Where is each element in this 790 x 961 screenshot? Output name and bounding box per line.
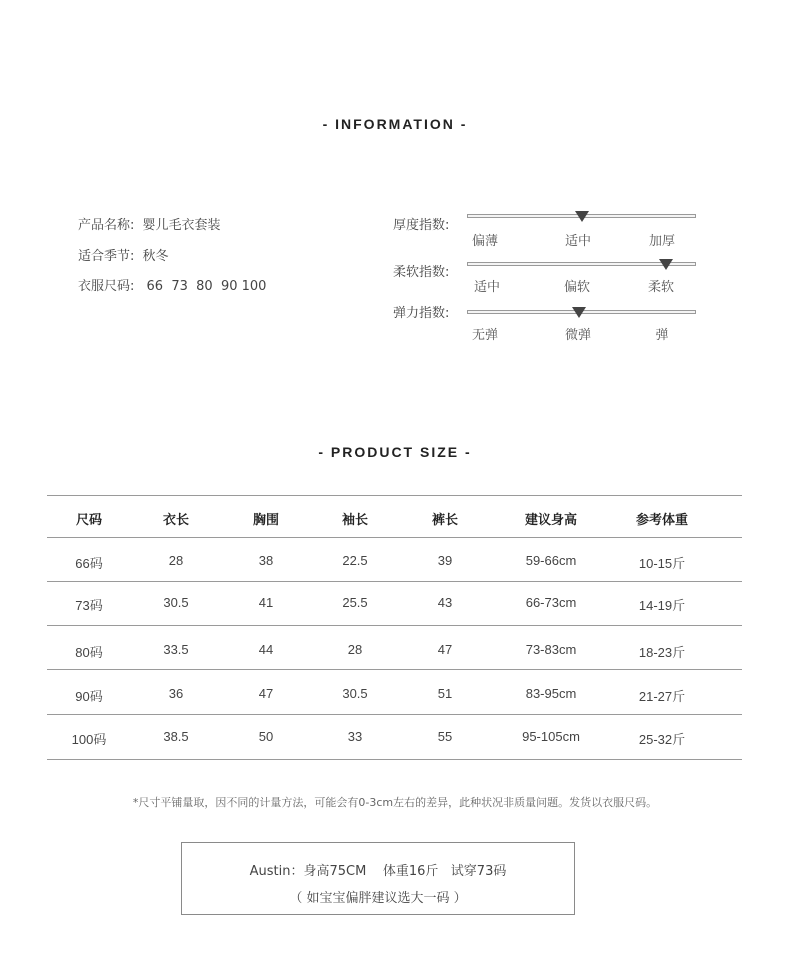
- thickness-tick-mid: 适中: [564, 234, 592, 249]
- thickness-marker: [575, 211, 589, 222]
- table-cell: 30.5: [342, 686, 368, 701]
- detail-product-name: [78, 214, 221, 233]
- table-cell: 38: [258, 553, 274, 568]
- measurement-note: *尺寸平铺量取，因不同的计量方法，可能会有0-3cm左右的差异，此种状况非质量问题。发货以衣服尺码。: [132, 796, 658, 809]
- table-cell: 47: [258, 686, 274, 701]
- table-cell: 33.5: [163, 642, 189, 657]
- column-header: 衣长: [162, 513, 190, 528]
- table-divider: [47, 495, 742, 496]
- table-cell: 66-73cm: [525, 595, 577, 610]
- table-cell: 14-19斤: [638, 598, 686, 613]
- elasticity-tick-high: 弹: [655, 328, 669, 343]
- column-header: 胸围: [252, 513, 280, 528]
- table-cell: 18-23斤: [638, 645, 686, 660]
- detail-label: 衣服尺码:: [78, 279, 135, 294]
- table-cell: 33: [347, 729, 363, 744]
- fit-example-advice: （ 如宝宝偏胖建议选大一码 ）: [289, 891, 467, 906]
- table-cell: 66码: [75, 556, 103, 571]
- softness-tick-mid: 偏软: [563, 280, 591, 295]
- elasticity-tick-low: 无弹: [471, 328, 499, 343]
- thickness-tick-low: 偏薄: [471, 234, 499, 249]
- table-cell: 59-66cm: [525, 553, 577, 568]
- column-header: 参考体重: [635, 513, 689, 528]
- table-cell: 51: [437, 686, 453, 701]
- detail-value: 婴儿毛衣套装: [142, 218, 221, 233]
- softness-tick-low: 适中: [473, 280, 501, 295]
- table-cell: 25-32斤: [638, 732, 686, 747]
- table-cell: 28: [347, 642, 363, 657]
- table-cell: 50: [258, 729, 274, 744]
- softness-tick-high: 柔软: [647, 280, 675, 295]
- table-cell: 43: [437, 595, 453, 610]
- table-cell: 21-27斤: [638, 689, 686, 704]
- column-header: 裤长: [431, 513, 459, 528]
- table-cell: 80码: [75, 645, 103, 660]
- table-divider: [47, 581, 742, 582]
- table-cell: 73-83cm: [525, 642, 577, 657]
- detail-label: 产品名称:: [78, 218, 135, 233]
- elasticity-label: 弹力指数:: [393, 306, 450, 321]
- table-cell: 90码: [75, 689, 103, 704]
- table-divider: [47, 714, 742, 715]
- column-header: 建议身高: [524, 513, 578, 528]
- product-size-heading: - PRODUCT SIZE -: [318, 444, 472, 460]
- table-divider: [47, 537, 742, 538]
- table-cell: 28: [168, 553, 184, 568]
- table-cell: 25.5: [342, 595, 368, 610]
- table-cell: 30.5: [163, 595, 189, 610]
- table-cell: 44: [258, 642, 274, 657]
- column-header: 尺码: [75, 513, 103, 528]
- table-cell: 83-95cm: [525, 686, 577, 701]
- table-cell: 47: [437, 642, 453, 657]
- elasticity-tick-mid: 微弹: [564, 328, 592, 343]
- table-cell: 73码: [75, 598, 103, 613]
- table-cell: 39: [437, 553, 453, 568]
- elasticity-marker: [572, 307, 586, 318]
- table-divider: [47, 625, 742, 626]
- detail-value: 秋冬: [142, 249, 169, 264]
- table-cell: 38.5: [163, 729, 189, 744]
- softness-label: 柔软指数:: [393, 265, 450, 280]
- table-divider: [47, 669, 742, 670]
- table-cell: 55: [437, 729, 453, 744]
- table-cell: 100码: [71, 732, 107, 747]
- information-heading: - INFORMATION -: [322, 116, 468, 132]
- table-cell: 41: [258, 595, 274, 610]
- detail-sizes: [78, 275, 266, 294]
- detail-season: [78, 245, 169, 264]
- table-cell: 22.5: [342, 553, 368, 568]
- table-cell: 95-105cm: [522, 729, 580, 744]
- table-cell: 36: [168, 686, 184, 701]
- softness-marker: [659, 259, 673, 270]
- thickness-label: 厚度指数:: [393, 218, 450, 233]
- thickness-tick-high: 加厚: [648, 234, 676, 249]
- detail-value: 66 73 80 90 100: [146, 279, 267, 294]
- table-cell: 10-15斤: [638, 556, 686, 571]
- fit-example-box: [181, 842, 575, 915]
- fit-example-model: Austin：身高75CM 体重16斤 试穿73码: [249, 864, 507, 879]
- column-header: 袖长: [341, 513, 369, 528]
- table-divider: [47, 759, 742, 760]
- detail-label: 适合季节:: [78, 249, 135, 264]
